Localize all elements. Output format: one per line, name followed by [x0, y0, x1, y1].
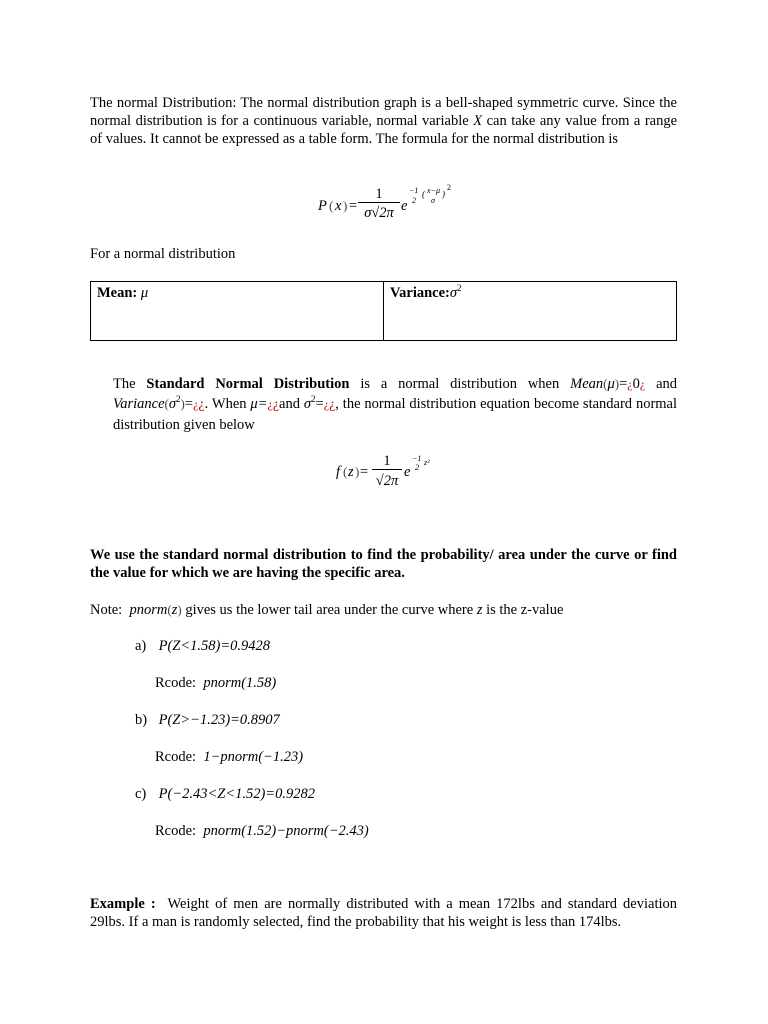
formula2-arg: z [348, 464, 354, 480]
std-invq-6: ¿ [272, 397, 280, 412]
formula1-exp-den: 2 [412, 196, 416, 205]
formula1-den: σ√2π [364, 205, 394, 221]
rcode-line [155, 822, 369, 840]
formula2-exp-den: 2 [415, 463, 419, 472]
item-b-rcode-label: Rcode: [155, 749, 197, 765]
item-a-rcode-label: Rcode: [155, 675, 197, 691]
std-eq0: = [619, 376, 628, 392]
item-b-label: b) [135, 712, 148, 728]
mean-label: Mean: [97, 285, 138, 301]
item-c-rcode: pnorm(1.52)−pnorm(−2.43) [203, 823, 369, 839]
formula1-exp-num: −1 [409, 186, 419, 195]
note-fn-arg: z [171, 602, 178, 618]
std-invq-5: ¿ [267, 397, 273, 411]
note-line: Note: pnorm(z) gives us the lower tail area under the curve where z is the z-value [90, 602, 564, 618]
bold-para-text: We use the standard normal distribution to find the probability/ area under the curve or find the value for which we are having the specific area. [90, 547, 677, 581]
std-and: and [656, 376, 678, 392]
formula1-lhs: P [318, 198, 327, 214]
std-invq-8: ¿ [329, 397, 336, 412]
std-invq-2: ¿ [639, 377, 646, 391]
formula1-exp-inner-den: σ [431, 196, 435, 205]
formula2-e: e [404, 464, 411, 480]
variance-cell [384, 282, 677, 341]
formula2-lhs: f [336, 464, 341, 480]
std-invq-7: ¿ [323, 397, 330, 411]
formula2-num: 1 [372, 453, 402, 470]
item-b-rcode: 1−pnorm(−1.23) [203, 749, 304, 765]
note-z: z [476, 602, 483, 618]
example-text: Weight of men are normally distributed with a mean 172lbs and standard deviation 29lbs. If a man is randomly selected, find the probability that his weight is less than 174lbs. [90, 896, 677, 930]
std-two: 2 [176, 394, 181, 405]
std-is-a: is a normal distribution when [360, 376, 560, 392]
variance-power: 2 [457, 283, 462, 294]
formula1-exp-inner-num: x−μ [427, 186, 440, 195]
list-item [135, 785, 315, 803]
formula1-eq: = [349, 198, 358, 214]
std-variance-expr: Variance [113, 396, 165, 412]
std-sigma-sq: σ [303, 396, 312, 412]
std-mean-expr: Mean [570, 376, 604, 392]
example-label: Example : [90, 896, 156, 912]
item-a-prob: P(Z<1.58)=0.9428 [158, 638, 271, 654]
std-mu2: μ= [250, 396, 268, 412]
standard-normal-formula: f ( z ) = 1 √2π e −1 2 z² [336, 452, 446, 496]
note-tail: is the z-value [486, 602, 564, 618]
formula2-den: √2π [375, 473, 399, 489]
item-b-prob: P(Z>−1.23)=0.8907 [158, 712, 280, 728]
formula1-e: e [401, 198, 408, 214]
for-normal-label: For a normal distribution [90, 246, 236, 262]
formula2-exp-num: −1 [412, 454, 422, 463]
formula2-eq: = [360, 464, 369, 480]
std-eq: = [184, 396, 194, 412]
formula1-arg: x [335, 198, 342, 214]
std-sigma: σ [168, 396, 177, 412]
note-text: gives us the lower tail area under the curve where [185, 602, 474, 618]
formula2-exp-z: z² [424, 458, 430, 467]
example-paragraph [90, 895, 677, 931]
rcode-line [155, 674, 276, 692]
std-and2: and [279, 396, 300, 412]
std-invq-3: ¿ [193, 397, 199, 411]
standard-normal-paragraph: The Standard Normal Distribution is a normal distribution when Mean(μ)=¿0¿ and $Variance(\sigma^2)=¿¿$. When μ=¿¿and $\sigma^2=¿¿$, the normal distribution equation become standard normal distribution given below [113, 376, 678, 433]
formula1-num: 1 [358, 186, 400, 203]
item-c-rcode-label: Rcode: [155, 823, 197, 839]
mean-variance-table [90, 281, 677, 341]
variance-symbol: σ [449, 285, 458, 301]
intro-rest: can take any value from a range of values. It cannot be expressed as a table form. The formula for the normal distribution is [90, 113, 678, 147]
std-eq-2: = [315, 396, 324, 412]
variance-label: Variance: [390, 285, 450, 301]
std-invq-4: ¿ [198, 397, 205, 412]
mean-symbol: μ [140, 285, 149, 301]
mean-cell [91, 282, 384, 341]
std-mu: μ [607, 376, 615, 392]
variable-x: X [473, 113, 483, 129]
std-the: The [113, 376, 136, 392]
list-item [135, 711, 280, 729]
std-bold-term: Standard Normal Distribution [146, 376, 350, 392]
std-rest: , the normal distribution equation become standard normal distribution given below [113, 396, 678, 433]
rcode-line [155, 748, 303, 766]
item-c-label: c) [135, 786, 147, 802]
note-label: Note: [90, 602, 123, 618]
normal-pdf-formula: P ( x ) = 1 σ√2π e −1 2 ( x−μ σ ) 2 [318, 183, 451, 221]
bold-paragraph [90, 546, 677, 582]
intro-lead: The normal Distribution: The normal distribution graph is a bell-shaped symmetric curve. Since the normal distribution is for a continuous variable, normal variable [90, 95, 677, 129]
std-two-2: 2 [311, 394, 316, 405]
note-fn: pnorm [129, 602, 168, 618]
std-invq-1: ¿ [627, 377, 633, 391]
std-when: . When [204, 396, 247, 412]
list-item [135, 637, 270, 655]
item-a-label: a) [135, 638, 147, 654]
intro-paragraph [90, 94, 677, 148]
std-zero: 0 [632, 376, 640, 392]
item-a-rcode: pnorm(1.58) [203, 675, 277, 691]
item-c-prob: P(−2.43<Z<1.52)=0.9282 [158, 786, 315, 802]
